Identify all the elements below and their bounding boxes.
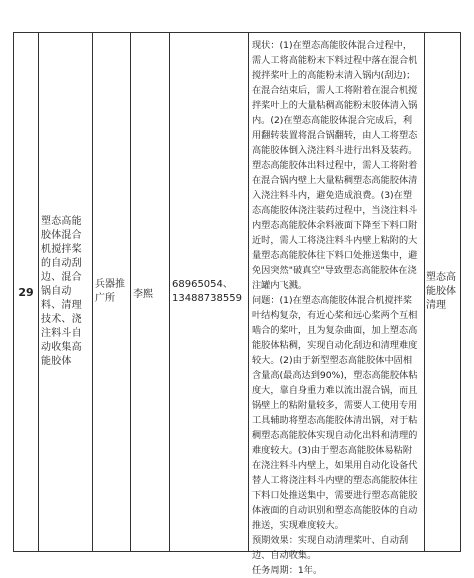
- details-task-period: 任务周期：1年。: [252, 565, 323, 576]
- requirement-details: [248, 33, 424, 576]
- category: 塑态高能胶体清理: [426, 272, 456, 311]
- row-number: 29: [18, 285, 34, 299]
- phone-landline: 68965054、: [172, 279, 233, 290]
- details-expected-effect: 预期效果：实现自动清理桨叶、自动刮边、自动收集。: [252, 535, 409, 561]
- contact-phone: [169, 33, 248, 551]
- details-status: 现状：(1)在塑态高能胶体混合过程中，需人工将高能粉末下料过程中落在混合机搅拌桨叶上的高能粉末清入锅内(刮边)；在混合结束后，需人工将附着在混合机搅拌桨叶上的大量粘稠高能粉末胶体清入锅内。(2)在塑态高能胶体混合完成后，利用翻转装置将混合锅翻转，由人工将塑态高能胶体倒入浇注料斗进行出料及装药。塑态高能胶体出料过程中，需人工将附着在混合锅内壁上大量粘稠塑态高能胶体清入浇注料斗内，避免造成浪费。(3)在塑态高能胶体浇注装药过程中，当浇注料斗内塑态高能胶体余料液面下降至下料口附近时，需人工将浇注料斗内壁上粘附的大量塑态高能胶体往下料口处推送集中，避免因突然"破真空"导致塑态高能胶体在浇注罐内飞溅。: [252, 40, 418, 291]
- project-name: 塑态高能胶体混合机搅拌桨的自动刮边、混合锅自动料、清理技术、浇注料斗自动收集高能胶体: [41, 216, 82, 367]
- department: 兵器推广所: [95, 279, 125, 304]
- requirements-table: [13, 32, 461, 576]
- phone-mobile: 13488738559: [172, 293, 242, 304]
- contact-person: 李熙: [133, 288, 153, 300]
- details-problems: 问题：(1)在塑态高能胶体混合机搅拌桨叶结构复杂，有近心桨和远心桨两个互相啮合的桨叶，且为复杂曲面，加上塑态高能胶体粘稠，实现自动化刮边和清理难度较大。(2)由于新型塑态高能胶体中固相含量高(最高达到90%)，塑态高能胶体粘度大，靠自身重力难以流出混合锅，而且锅壁上的粘附量较多，需要人工使用专用工具辅助将塑态高能胶体清出锅，对于粘稠塑态高能胶体实现自动化出料和清理的难度较大。(3)由于塑态高能胶体易粘附在浇注料斗内壁上，如果用自动化设备代替人工将浇注料斗内壁的塑态高能胶体往下料口处推送集中，需要进行塑态高能胶体液面的自动识别和塑态高能胶体的自动推送，实现难度较大。: [252, 295, 418, 531]
